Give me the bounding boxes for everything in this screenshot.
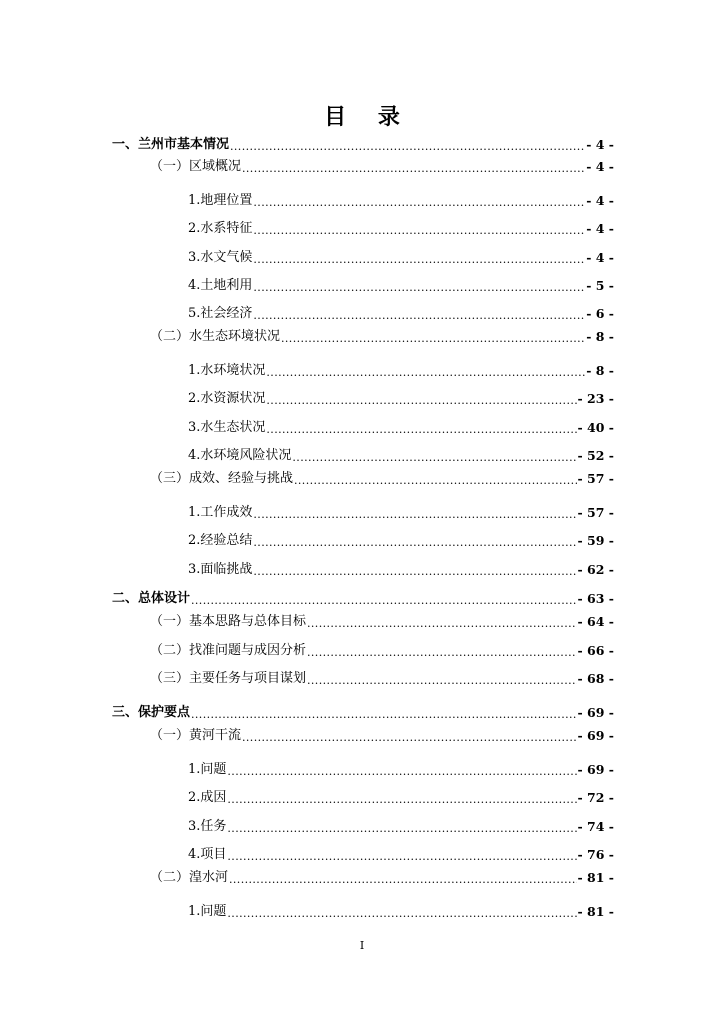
leader-dots	[253, 224, 585, 238]
leader-dots	[227, 907, 576, 921]
leader-dots	[242, 731, 577, 745]
toc-entry-label: 1.水环境状况	[188, 363, 266, 378]
leader-dots	[307, 646, 577, 660]
toc-entry-label: （三）主要任务与项目谋划	[150, 671, 307, 686]
leader-dots	[230, 140, 585, 154]
toc-entry-l3[interactable]	[188, 362, 614, 380]
leader-dots	[307, 674, 577, 688]
toc-entry-page: - 57 -	[577, 505, 614, 520]
toc-entry-page: - 52 -	[577, 448, 614, 463]
toc-entry-l1[interactable]	[112, 136, 614, 154]
toc-entry-label: （二）找准问题与成因分析	[150, 643, 307, 658]
toc-entry-l3[interactable]	[188, 390, 614, 408]
toc-entry-page: - 57 -	[577, 471, 614, 486]
toc-entry-label: 1.工作成效	[188, 505, 253, 520]
toc-entry-l1[interactable]	[112, 704, 614, 722]
toc-entry-l1[interactable]	[112, 590, 614, 608]
leader-dots	[253, 536, 576, 550]
toc-entry-page: - 76 -	[577, 847, 614, 862]
toc-entry-page: - 81 -	[577, 904, 614, 919]
toc-entry-page: - 64 -	[577, 614, 614, 629]
leader-dots	[253, 565, 576, 579]
toc-entry-label: 3.水文气候	[188, 250, 253, 265]
toc-entry-label: （一）基本思路与总体目标	[150, 614, 307, 629]
toc-entry-l3[interactable]	[188, 447, 614, 465]
toc-entry-page: - 81 -	[577, 870, 614, 885]
toc-entry-page: - 72 -	[577, 790, 614, 805]
leader-dots	[253, 281, 585, 295]
leader-dots	[266, 394, 576, 408]
toc-entry-l3[interactable]	[188, 220, 614, 238]
toc-entry-page: - 69 -	[577, 728, 614, 743]
toc-entry-label: 三、保护要点	[112, 705, 191, 720]
toc-entry-l2[interactable]	[150, 158, 614, 176]
toc-entry-l3[interactable]	[188, 561, 614, 579]
leader-dots	[307, 617, 577, 631]
toc-entry-label: 2.水资源状况	[188, 391, 266, 406]
toc-entry-label: 3.水生态状况	[188, 420, 266, 435]
toc-entry-label: 1.地理位置	[188, 193, 253, 208]
toc-entry-l3[interactable]	[188, 761, 614, 779]
toc-entry-l3[interactable]	[188, 419, 614, 437]
toc-entry-l2[interactable]	[150, 670, 614, 688]
toc-title: 目 录	[324, 104, 412, 130]
toc-entry-l3[interactable]	[188, 846, 614, 864]
leader-dots	[266, 423, 576, 437]
toc-entry-page: - 69 -	[577, 705, 614, 720]
toc-entry-l2[interactable]	[150, 642, 614, 660]
toc-entry-l3[interactable]	[188, 305, 614, 323]
toc-entry-label: （二）湟水河	[150, 870, 229, 885]
toc-entry-l3[interactable]	[188, 818, 614, 836]
toc-entry-l3[interactable]	[188, 903, 614, 921]
leader-dots	[253, 508, 576, 522]
toc-entry-l3[interactable]	[188, 532, 614, 550]
toc-entry-page: - 74 -	[577, 819, 614, 834]
toc-entry-l3[interactable]	[188, 789, 614, 807]
leader-dots	[266, 366, 585, 380]
leader-dots	[229, 873, 577, 887]
toc-entry-page: - 40 -	[577, 420, 614, 435]
toc-entry-label: （二）水生态环境状况	[150, 329, 281, 344]
leader-dots	[253, 196, 585, 210]
leader-dots	[294, 474, 577, 488]
toc-entry-label: 5.社会经济	[188, 306, 253, 321]
toc-entry-l3[interactable]	[188, 249, 614, 267]
toc-entry-l3[interactable]	[188, 504, 614, 522]
toc-entry-page: - 62 -	[577, 562, 614, 577]
leader-dots	[242, 162, 585, 176]
toc-entry-label: （一）区域概况	[150, 159, 242, 174]
toc-entry-page: - 4 -	[586, 159, 614, 174]
toc-entry-page: - 4 -	[586, 221, 614, 236]
toc-entry-page: - 5 -	[586, 278, 614, 293]
toc-entry-page: - 4 -	[586, 250, 614, 265]
toc-entry-label: 一、兰州市基本情况	[112, 137, 230, 152]
toc-entry-l2[interactable]	[150, 727, 614, 745]
toc-entry-label: 4.项目	[188, 847, 227, 862]
toc-entry-label: （一）黄河干流	[150, 728, 242, 743]
leader-dots	[292, 451, 576, 465]
leader-dots	[191, 594, 577, 608]
toc-entry-label: 3.面临挑战	[188, 562, 253, 577]
toc-entry-l3[interactable]	[188, 192, 614, 210]
leader-dots	[227, 765, 576, 779]
toc-entry-page: - 66 -	[577, 643, 614, 658]
toc-entry-page: - 69 -	[577, 762, 614, 777]
toc-entry-page: - 68 -	[577, 671, 614, 686]
page-number: I	[359, 939, 365, 952]
toc-entry-page: - 4 -	[586, 193, 614, 208]
toc-entry-page: - 63 -	[577, 591, 614, 606]
toc-entry-page: - 6 -	[586, 306, 614, 321]
toc-entry-label: 4.水环境风险状况	[188, 448, 292, 463]
leader-dots	[227, 850, 576, 864]
toc-entry-l2[interactable]	[150, 328, 614, 346]
toc-entry-label: 2.成因	[188, 790, 227, 805]
toc-entry-label: 2.水系特征	[188, 221, 253, 236]
toc-entry-l2[interactable]	[150, 869, 614, 887]
toc-entry-label: 4.土地利用	[188, 278, 253, 293]
toc-entry-page: - 59 -	[577, 533, 614, 548]
toc-entry-l2[interactable]	[150, 613, 614, 631]
leader-dots	[227, 793, 576, 807]
toc-entry-label: 1.问题	[188, 762, 227, 777]
toc-entry-l2[interactable]	[150, 470, 614, 488]
toc-entry-l3[interactable]	[188, 277, 614, 295]
toc-entry-label: 二、总体设计	[112, 591, 191, 606]
leader-dots	[227, 822, 576, 836]
toc-entry-page: - 8 -	[586, 329, 614, 344]
toc-entry-page: - 23 -	[577, 391, 614, 406]
toc-entry-label: 2.经验总结	[188, 533, 253, 548]
leader-dots	[253, 309, 585, 323]
leader-dots	[253, 253, 585, 267]
toc-entry-page: - 8 -	[586, 363, 614, 378]
toc-entry-label: 3.任务	[188, 819, 227, 834]
toc-entry-label: （三）成效、经验与挑战	[150, 471, 294, 486]
leader-dots	[281, 332, 585, 346]
toc-entry-label: 1.问题	[188, 904, 227, 919]
leader-dots	[191, 708, 577, 722]
toc-entry-page: - 4 -	[586, 137, 614, 152]
